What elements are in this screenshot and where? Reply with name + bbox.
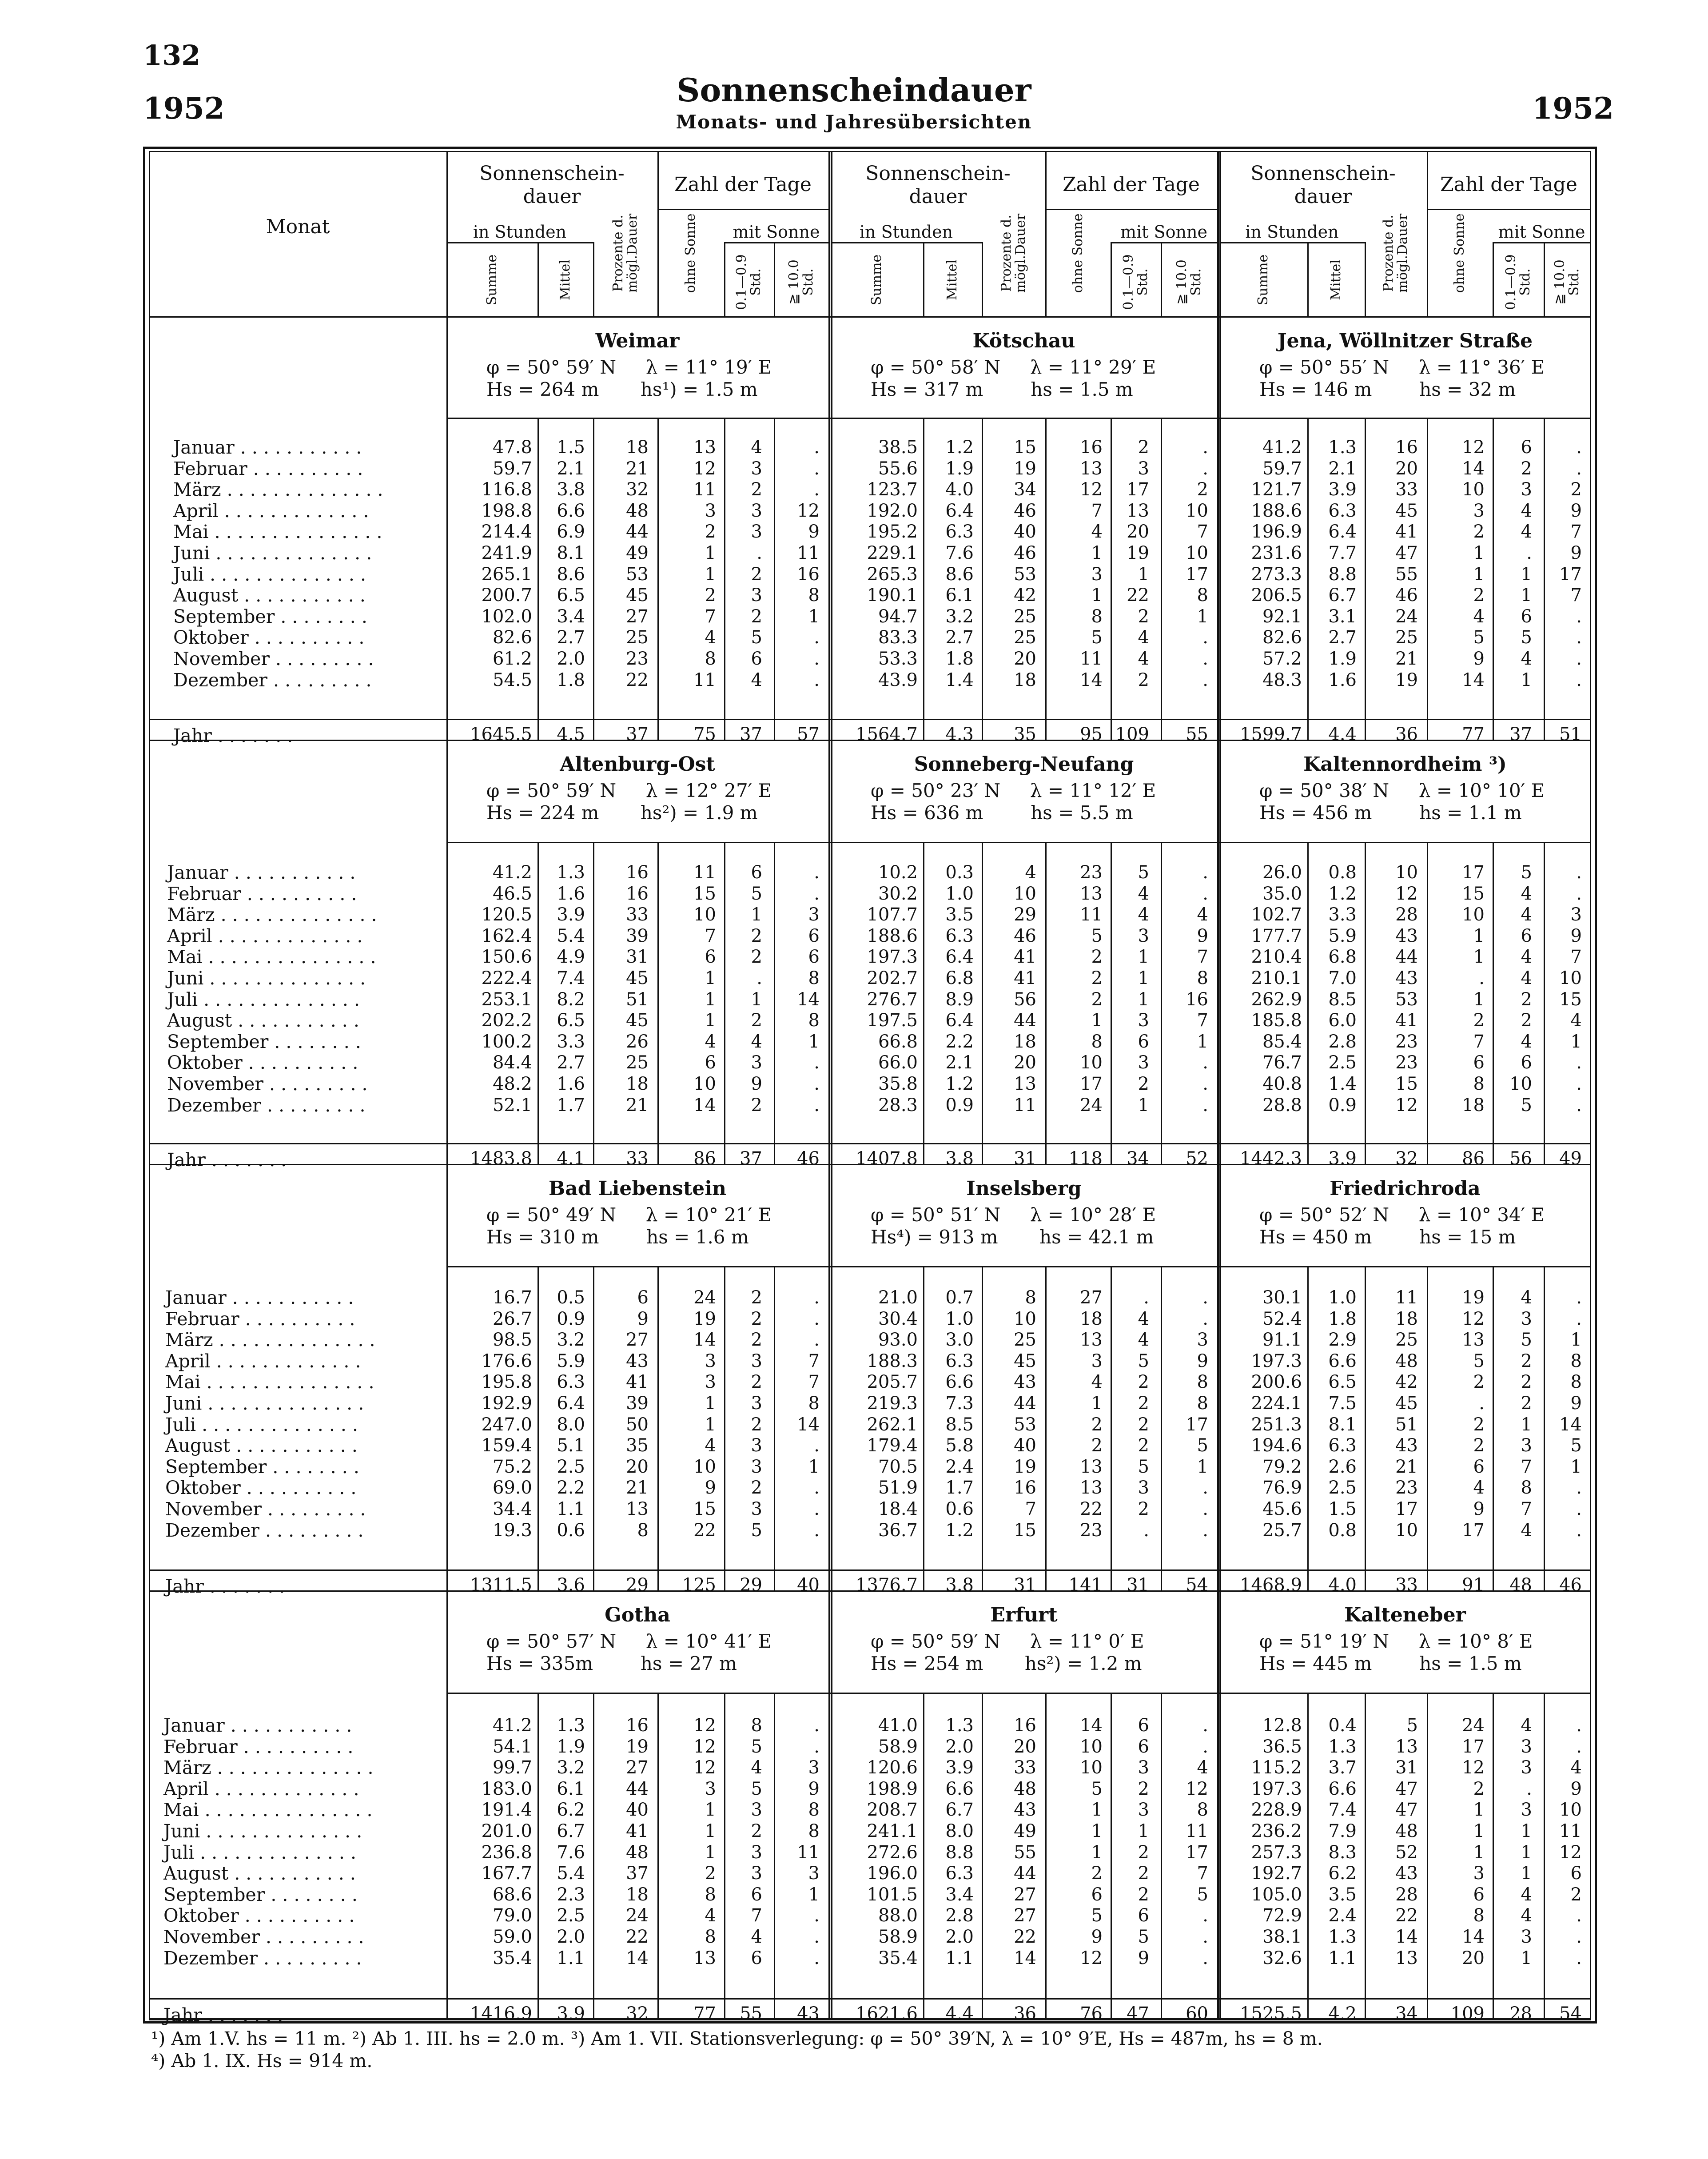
data-column: 19 12 13 5 2 . 2 2 6 4 9 17 — [1462, 1287, 1485, 1541]
data-column: 24 19 14 3 3 1 1 4 10 9 15 22 — [693, 1287, 716, 1541]
data-column: 23 13 11 5 2 2 2 1 8 10 17 24 — [1080, 862, 1103, 1115]
year-total-cell: 109 — [1450, 2004, 1485, 2024]
station-coordinates: φ = 50° 49′ N λ = 10° 21′ E — [486, 1204, 772, 1226]
year-total-cell: 75 — [693, 724, 716, 745]
year-total-cell: 1599.7 — [1240, 724, 1302, 745]
station-name: Bad Liebenstein — [549, 1177, 726, 1200]
year-total-cell: 33 — [1395, 1575, 1418, 1595]
year-total-cell: 49 — [1559, 1148, 1582, 1169]
header-subdivider — [1111, 242, 1112, 316]
year-total-cell: 76 — [1080, 2004, 1103, 2024]
data-column: 1.0 1.8 2.9 6.6 6.5 7.5 8.1 6.3 2.6 2.5 1.5 0.8 — [1328, 1287, 1357, 1541]
with-sun-header: mit Sonne — [733, 222, 820, 242]
year-total-cell: 86 — [693, 1148, 716, 1169]
data-column: 30.1 52.4 91.1 197.3 200.6 224.1 251.3 194.6 79.2 76.9 45.6 25.7 — [1251, 1287, 1302, 1541]
station-heights: Hs = 445 m hs = 1.5 m — [1259, 1653, 1522, 1674]
year-total-cell: 4.4 — [1328, 724, 1357, 745]
year-total-cell: 40 — [797, 1575, 820, 1595]
page-number: 132 — [143, 39, 201, 72]
data-column: 16 20 33 45 41 47 55 46 24 25 21 19 — [1395, 437, 1418, 690]
year-row-line — [149, 1569, 1591, 1571]
year-total-cell: 1416.9 — [470, 2004, 532, 2024]
year-total-cell: 1525.5 — [1240, 2004, 1302, 2024]
year-total-cell: 31 — [1127, 1575, 1149, 1595]
page-subtitle: Monats- und Jahresübersichten — [676, 111, 1032, 133]
data-column: 12 12 12 3 1 1 1 2 8 4 8 13 — [693, 1715, 716, 1968]
data-column: 8 5 4 5 3 2 3 3 6 7 4 6 — [751, 1715, 762, 1968]
year-total-cell: 1311.5 — [470, 1575, 532, 1595]
year-total-cell: 54 — [1559, 2004, 1582, 2024]
year-total-cell: 1621.6 — [856, 2004, 918, 2024]
header-subdivider — [1365, 242, 1366, 316]
data-column: 14 10 10 5 1 1 1 2 6 5 9 12 — [1080, 1715, 1103, 1968]
year-row-line — [149, 1143, 1591, 1144]
data-column: . . 4 9 7 8 16 7 1 . . . — [1186, 862, 1208, 1115]
data-column: 15 19 34 46 40 46 53 42 25 25 20 18 — [1014, 437, 1036, 690]
data-column: 24 17 12 2 1 1 1 3 6 8 14 20 — [1462, 1715, 1485, 1968]
data-column: 1.5 2.1 3.8 6.6 6.9 8.1 8.6 6.5 3.4 2.7 2.0 1.8 — [557, 437, 585, 690]
data-column: 4 3 3 . 3 1 1 1 4 4 3 1 — [1521, 1715, 1532, 1968]
year-total-cell: 1376.7 — [856, 1575, 918, 1595]
year-row-label: Jahr . . . . . . . — [167, 1149, 287, 1171]
year-total-cell: 28 — [1509, 2004, 1532, 2024]
station-heights: Hs = 224 m hs²) = 1.9 m — [486, 802, 758, 824]
year-total-cell: 1468.9 — [1240, 1575, 1302, 1595]
year-total-cell: 91 — [1462, 1575, 1485, 1595]
data-column: 38.5 55.6 123.7 192.0 195.2 229.1 265.3 190.1 94.7 83.3 53.3 43.9 — [867, 437, 918, 690]
data-column: . . 1 8 8 9 14 5 1 . . . — [1559, 1287, 1582, 1541]
station-name: Kaltennordheim ³) — [1303, 753, 1507, 776]
year-total-cell: 77 — [693, 2004, 716, 2024]
header-subdivider — [774, 242, 775, 316]
data-column: 0.5 0.9 3.2 5.9 6.3 6.4 8.0 5.1 2.5 2.2 1.1 0.6 — [557, 1287, 585, 1541]
data-column: 1.2 1.9 4.0 6.4 6.3 7.6 8.6 6.1 3.2 2.7 1.8 1.4 — [945, 437, 974, 690]
month-labels: Januar . . . . . . . . . . . Februar . . . . . . . . . . März . . . . . . . . . . . . . . April . . . . . . . . . . . . . Mai . . . . . . . . . . . . . . . Juni . . . . . . . . . . . . . . Juli . . . . . . . . . . . . . . August . . . . . . . . . . . September . . . . . . . . Oktober . . . . . . . . . . November . . . . . . . . . Dezember . . . . . . . . . — [165, 1287, 375, 1541]
station-header-line — [446, 1266, 1591, 1267]
data-column: 17 15 10 1 1 . 1 2 7 6 8 18 — [1462, 862, 1485, 1115]
station-coordinates: φ = 50° 38′ N λ = 10° 10′ E — [1259, 780, 1545, 801]
header-days-group-line — [657, 209, 828, 210]
data-column: . . . 12 9 11 16 8 1 . . . — [797, 437, 820, 690]
footnote-line-1: ¹) Am 1.V. hs = 11 m. ²) Ab 1. III. hs = 2.0 m. ³) Am 1. VII. Stationsverlegung: φ = 50° 39′N, λ = 10° 9′E, Hs = 487m, hs = 8 m. — [151, 2028, 1323, 2049]
data-column: 16 16 33 39 31 45 51 45 26 25 18 21 — [626, 862, 649, 1115]
station-heights: Hs = 456 m hs = 1.1 m — [1259, 802, 1522, 824]
year-total-cell: 55 — [740, 2004, 762, 2024]
days-group-header: Zahl der Tage — [1063, 173, 1200, 196]
header-divider — [1045, 151, 1047, 316]
year-total-cell: 1645.5 — [470, 724, 532, 745]
year-total-cell: 60 — [1186, 2004, 1208, 2024]
year-total-cell: 141 — [1068, 1575, 1103, 1595]
header-subdivider — [593, 242, 594, 316]
station-coordinates: φ = 50° 55′ N λ = 11° 36′ E — [1259, 356, 1545, 378]
station-header-line — [446, 842, 1591, 843]
year-total-cell: 3.9 — [1328, 1148, 1357, 1169]
year-total-cell: 3.6 — [557, 1575, 585, 1595]
with-sun-header: mit Sonne — [1498, 222, 1585, 242]
station-heights: Hs = 636 m hs = 5.5 m — [871, 802, 1133, 824]
data-column: 18 21 32 48 44 49 53 45 27 25 23 22 — [626, 437, 649, 690]
station-heights: Hs = 317 m hs = 1.5 m — [871, 378, 1133, 400]
data-column: 10 12 28 43 44 43 53 41 23 23 15 12 — [1395, 862, 1418, 1115]
header-subdivider — [1307, 242, 1309, 316]
data-column: 41.2 54.1 99.7 183.0 191.4 201.0 236.8 167.7 68.6 79.0 59.0 35.4 — [481, 1715, 532, 1968]
data-column: . . 4 12 8 11 17 7 5 . . . — [1186, 1715, 1208, 1968]
data-column: 21.0 30.4 93.0 188.3 205.7 219.3 262.1 179.4 70.5 51.9 18.4 36.7 — [867, 1287, 918, 1541]
station-name: Altenburg-Ost — [560, 753, 715, 776]
band-top-line — [149, 1164, 1591, 1165]
year-total-cell: 109 — [1115, 724, 1149, 745]
data-column: 16.7 26.7 98.5 176.6 195.8 192.9 247.0 159.4 75.2 69.0 34.4 19.3 — [481, 1287, 532, 1541]
header-subdivider — [724, 242, 725, 316]
data-column: 1.3 2.1 3.9 6.3 6.4 7.7 8.8 6.7 3.1 2.7 1.9 1.6 — [1328, 437, 1357, 690]
page-title: Sonnenscheindauer — [677, 71, 1031, 109]
station-coordinates: φ = 50° 51′ N λ = 10° 28′ E — [871, 1204, 1156, 1226]
year-total-cell: 47 — [1127, 2004, 1149, 2024]
header-subdivider — [537, 242, 539, 316]
station-header-line — [446, 1693, 1591, 1694]
block-divider — [831, 151, 832, 2019]
sunshine-group-header: Sonnenschein- dauer — [1250, 162, 1396, 208]
year-row-label: Jahr . . . . . . . — [173, 725, 293, 746]
year-total-cell: 32 — [626, 2004, 649, 2024]
data-column: 12.8 36.5 115.2 197.3 228.9 236.2 257.3 192.7 105.0 72.9 38.1 32.6 — [1251, 1715, 1302, 1968]
year-total-cell: 95 — [1080, 724, 1103, 745]
year-total-cell: 77 — [1462, 724, 1485, 745]
data-column: . . 2 9 7 9 17 7 . . . . — [1559, 437, 1582, 690]
data-column: 2 3 17 13 20 19 1 22 2 4 4 2 — [1127, 437, 1149, 690]
header-divider — [1427, 151, 1428, 316]
data-column: 41.2 59.7 121.7 188.6 196.9 231.6 273.3 206.5 92.1 82.6 57.2 48.3 — [1251, 437, 1302, 690]
year-total-cell: 56 — [1509, 1148, 1532, 1169]
year-row-label: Jahr . . . . . . . — [163, 2004, 283, 2026]
header-days-group-line — [1427, 209, 1591, 210]
year-total-cell: 31 — [1014, 1575, 1036, 1595]
station-coordinates: φ = 50° 59′ N λ = 11° 0′ E — [871, 1630, 1144, 1652]
data-column: 47.8 59.7 116.8 198.8 214.4 241.9 265.1 200.7 102.0 82.6 61.2 54.5 — [481, 437, 532, 690]
data-column: 6 2 3 4 4 . 1 1 6 5 4 1 — [1521, 437, 1532, 690]
year-total-cell: 46 — [797, 1148, 820, 1169]
data-column: 6 9 27 43 41 39 50 35 20 21 13 8 — [626, 1287, 649, 1541]
data-column: 0.4 1.3 3.7 6.6 7.4 7.9 8.3 6.2 3.5 2.4 1.3 1.1 — [1328, 1715, 1357, 1968]
station-heights: Hs = 450 m hs = 15 m — [1259, 1226, 1516, 1248]
year-total-cell: 51 — [1559, 724, 1582, 745]
year-total-cell: 4.4 — [945, 2004, 974, 2024]
data-column: 2 2 2 3 2 3 2 3 3 2 3 5 — [751, 1287, 762, 1541]
block-divider — [1217, 151, 1219, 2019]
data-column: . . . 7 7 8 14 . 1 . . . — [797, 1287, 820, 1541]
year-total-cell: 4.0 — [1328, 1575, 1357, 1595]
year-total-cell: 125 — [682, 1575, 716, 1595]
with-sun-header: mit Sonne — [1120, 222, 1207, 242]
days-group-header: Zahl der Tage — [1440, 173, 1577, 196]
year-total-cell: 4.2 — [1328, 2004, 1357, 2024]
year-total-cell: 37 — [740, 724, 762, 745]
station-header-line — [446, 418, 1591, 419]
station-coordinates: φ = 50° 59′ N λ = 11° 19′ E — [486, 356, 772, 378]
data-column: 0.7 1.0 3.0 6.3 6.6 7.3 8.5 5.8 2.4 1.7 0.6 1.2 — [945, 1287, 974, 1541]
station-name: Gotha — [605, 1604, 670, 1626]
year-total-cell: 32 — [1395, 1148, 1418, 1169]
data-column: 41.2 46.5 120.5 162.4 150.6 222.4 253.1 202.2 100.2 84.4 48.2 52.1 — [481, 862, 532, 1115]
year-total-cell: 1442.3 — [1240, 1148, 1302, 1169]
data-column: 12 14 10 3 2 1 1 2 4 5 9 14 — [1462, 437, 1485, 690]
days-group-header: Zahl der Tage — [674, 173, 812, 196]
year-total-cell: 36 — [1395, 724, 1418, 745]
month-labels: Januar . . . . . . . . . . . Februar . . . . . . . . . . März . . . . . . . . . . . . . . April . . . . . . . . . . . . . Mai . . . . . . . . . . . . . . . Juni . . . . . . . . . . . . . . Juli . . . . . . . . . . . . . . August . . . . . . . . . . . September . . . . . . . . Oktober . . . . . . . . . . November . . . . . . . . . Dezember . . . . . . . . . — [173, 437, 383, 691]
header-subdivider — [1544, 242, 1545, 316]
data-column: 6 6 3 2 3 1 2 2 2 6 5 9 — [1138, 1715, 1149, 1968]
month-labels: Januar . . . . . . . . . . . Februar . . . . . . . . . . März . . . . . . . . . . . . . . April . . . . . . . . . . . . . Mai . . . . . . . . . . . . . . . Juni . . . . . . . . . . . . . . Juli . . . . . . . . . . . . . . August . . . . . . . . . . . September . . . . . . . . Oktober . . . . . . . . . . November . . . . . . . . . Dezember . . . . . . . . . — [167, 862, 377, 1116]
in-hours-header: in Stunden — [473, 222, 567, 242]
header-subdivider — [1161, 242, 1162, 316]
data-column: . . 2 10 7 10 17 8 1 . . . — [1186, 437, 1208, 690]
year-total-cell: 52 — [1186, 1148, 1208, 1169]
year-total-cell: 37 — [740, 1148, 762, 1169]
station-heights: Hs = 335m hs = 27 m — [486, 1653, 737, 1674]
year-total-cell: 57 — [797, 724, 820, 745]
year-right: 1952 — [1532, 91, 1614, 126]
year-total-cell: 36 — [1014, 2004, 1036, 2024]
in-hours-header: in Stunden — [1245, 222, 1339, 242]
year-total-cell: 4.1 — [557, 1148, 585, 1169]
data-column: 1.3 1.9 3.2 6.1 6.2 6.7 7.6 5.4 2.3 2.5 2.0 1.1 — [557, 1715, 585, 1968]
year-total-cell: 29 — [740, 1575, 762, 1595]
year-total-cell: 34 — [1127, 1148, 1149, 1169]
band-top-line — [149, 740, 1591, 741]
data-column: 26.0 35.0 102.7 177.7 210.4 210.1 262.9 185.8 85.4 76.7 40.8 28.8 — [1251, 862, 1302, 1115]
year-row-line — [149, 1998, 1591, 2000]
table-bottom-line — [149, 2019, 1591, 2020]
station-coordinates: φ = 50° 58′ N λ = 11° 29′ E — [871, 356, 1156, 378]
year-total-cell: 1564.7 — [856, 724, 918, 745]
data-column: 1.3 2.0 3.9 6.6 6.7 8.0 8.8 6.3 3.4 2.8 2.0 1.1 — [945, 1715, 974, 1968]
station-heights: Hs = 264 m hs¹) = 1.5 m — [486, 378, 758, 400]
month-labels: Januar . . . . . . . . . . . Februar . . . . . . . . . . März . . . . . . . . . . . . . . April . . . . . . . . . . . . . Mai . . . . . . . . . . . . . . . Juni . . . . . . . . . . . . . . Juli . . . . . . . . . . . . . . August . . . . . . . . . . . September . . . . . . . . Oktober . . . . . . . . . . November . . . . . . . . . Dezember . . . . . . . . . — [163, 1715, 374, 1969]
data-column: . . 3 6 6 8 14 8 1 . . . — [797, 862, 820, 1115]
data-column: 27 18 13 3 4 1 2 2 13 13 22 23 — [1080, 1287, 1103, 1541]
station-name: Friedrichroda — [1330, 1177, 1481, 1200]
station-name: Sonneberg-Neufang — [914, 753, 1134, 776]
block-divider — [1219, 151, 1221, 2019]
station-name: Kalteneber — [1344, 1604, 1466, 1626]
year-total-cell: 35 — [1014, 724, 1036, 745]
station-name: Inselsberg — [966, 1177, 1082, 1200]
block-divider — [446, 151, 448, 2019]
header-subdivider — [982, 242, 983, 316]
station-heights: Hs⁴) = 913 m hs = 42.1 m — [871, 1226, 1154, 1248]
data-column: 4 3 5 2 2 2 1 3 7 8 7 4 — [1521, 1287, 1532, 1541]
year-total-cell: 1483.8 — [470, 1148, 532, 1169]
header-subdivider — [1493, 242, 1494, 316]
data-column: . . 4 9 10 11 12 6 2 . . . — [1559, 1715, 1582, 1968]
station-heights: Hs = 146 m hs = 32 m — [1259, 378, 1516, 400]
block-divider — [828, 151, 830, 2019]
data-column: . . 3 9 7 10 15 4 1 . . . — [1559, 862, 1582, 1115]
data-column: 4 10 29 46 41 41 56 44 18 20 13 11 — [1014, 862, 1036, 1115]
station-heights: Hs = 254 m hs²) = 1.2 m — [871, 1653, 1142, 1674]
data-column: 10.2 30.2 107.7 188.6 197.3 202.7 276.7 197.5 66.8 66.0 35.8 28.3 — [867, 862, 918, 1115]
station-coordinates: φ = 51° 19′ N λ = 10° 8′ E — [1259, 1630, 1533, 1652]
year-row-line — [149, 719, 1591, 720]
year-total-cell: 43 — [797, 2004, 820, 2024]
station-name: Jena, Wöllnitzer Straße — [1277, 330, 1533, 352]
in-hours-header: in Stunden — [859, 222, 953, 242]
station-coordinates: φ = 50° 52′ N λ = 10° 34′ E — [1259, 1204, 1545, 1226]
data-column: . 4 4 5 2 2 2 2 5 3 2 . — [1138, 1287, 1149, 1541]
header-divider — [657, 151, 659, 316]
year-total-cell: 86 — [1462, 1148, 1485, 1169]
year-total-cell: 34 — [1395, 2004, 1418, 2024]
year-total-cell: 4.3 — [945, 724, 974, 745]
year-total-cell: 46 — [1559, 1575, 1582, 1595]
station-name: Kötschau — [972, 330, 1075, 352]
year-total-cell: 31 — [1014, 1148, 1036, 1169]
station-name: Weimar — [595, 330, 680, 352]
data-column: 13 12 11 3 2 1 1 2 7 4 8 11 — [693, 437, 716, 690]
footnote-line-2: ⁴) Ab 1. IX. Hs = 914 m. — [151, 2050, 373, 2071]
year-total-cell: 4.5 — [557, 724, 585, 745]
data-column: . . 3 9 8 8 17 5 1 . . . — [1186, 1287, 1208, 1541]
sunshine-group-header: Sonnenschein- dauer — [479, 162, 625, 208]
station-coordinates: φ = 50° 57′ N λ = 10° 41′ E — [486, 1630, 772, 1652]
data-column: 4 3 2 3 3 . 2 3 2 5 6 4 — [751, 437, 762, 690]
data-column: 16 13 12 7 4 1 3 1 8 5 11 14 — [1080, 437, 1103, 690]
year-total-cell: 37 — [626, 724, 649, 745]
year-total-cell: 3.9 — [557, 2004, 585, 2024]
year-total-cell: 55 — [1186, 724, 1208, 745]
data-column: 6 5 1 2 2 . 1 2 4 3 9 2 — [751, 862, 762, 1115]
data-column: 0.3 1.0 3.5 6.3 6.4 6.8 8.9 6.4 2.2 2.1 1.2 0.9 — [945, 862, 974, 1115]
station-coordinates: φ = 50° 23′ N λ = 11° 12′ E — [871, 780, 1156, 801]
data-column: 16 19 27 44 40 41 48 37 18 24 22 14 — [626, 1715, 649, 1968]
sunshine-group-header: Sonnenschein- dauer — [865, 162, 1011, 208]
header-bottom-line — [149, 316, 1591, 318]
year-total-cell: 3.8 — [945, 1148, 974, 1169]
year-total-cell: 3.8 — [945, 1575, 974, 1595]
year-total-cell: 48 — [1509, 1575, 1532, 1595]
data-column: 0.8 1.2 3.3 5.9 6.8 7.0 8.5 6.0 2.8 2.5 1.4 0.9 — [1328, 862, 1357, 1115]
station-coordinates: φ = 50° 59′ N λ = 12° 27′ E — [486, 780, 772, 801]
data-column: 11 18 25 48 42 45 51 43 21 23 17 10 — [1395, 1287, 1418, 1541]
year-total-cell: 33 — [626, 1148, 649, 1169]
station-name: Erfurt — [990, 1604, 1058, 1626]
data-column: 5 4 4 3 1 1 1 3 6 3 2 1 — [1138, 862, 1149, 1115]
data-column: . . 3 9 8 8 11 3 1 . . . — [797, 1715, 820, 1968]
year-total-cell: 1407.8 — [856, 1148, 918, 1169]
header-days-group-line — [1045, 209, 1217, 210]
year-total-cell: 29 — [626, 1575, 649, 1595]
year-total-cell: 54 — [1186, 1575, 1208, 1595]
header-subdivider — [923, 242, 924, 316]
data-column: 5 4 4 6 4 4 2 2 4 6 10 5 — [1509, 862, 1532, 1115]
year-total-cell: 118 — [1068, 1148, 1103, 1169]
data-column: 16 20 33 48 43 49 55 44 27 27 22 14 — [1014, 1715, 1036, 1968]
month-column-header: Monat — [266, 215, 330, 238]
data-column: 8 10 25 45 43 44 53 40 19 16 7 15 — [1014, 1287, 1036, 1541]
data-column: 41.0 58.9 120.6 198.9 208.7 241.1 272.6 196.0 101.5 88.0 58.9 35.4 — [867, 1715, 918, 1968]
data-column: 11 15 10 7 6 1 1 1 4 6 10 14 — [693, 862, 716, 1115]
station-heights: Hs = 310 m hs = 1.6 m — [486, 1226, 749, 1248]
year-row-label: Jahr . . . . . . . — [165, 1576, 285, 1597]
data-column: 1.3 1.6 3.9 5.4 4.9 7.4 8.2 6.5 3.3 2.7 1.6 1.7 — [557, 862, 585, 1115]
year-total-cell: 37 — [1509, 724, 1532, 745]
data-column: 5 13 31 47 47 48 52 43 28 22 14 13 — [1395, 1715, 1418, 1968]
band-top-line — [149, 1590, 1591, 1592]
year-left: 1952 — [143, 91, 225, 126]
